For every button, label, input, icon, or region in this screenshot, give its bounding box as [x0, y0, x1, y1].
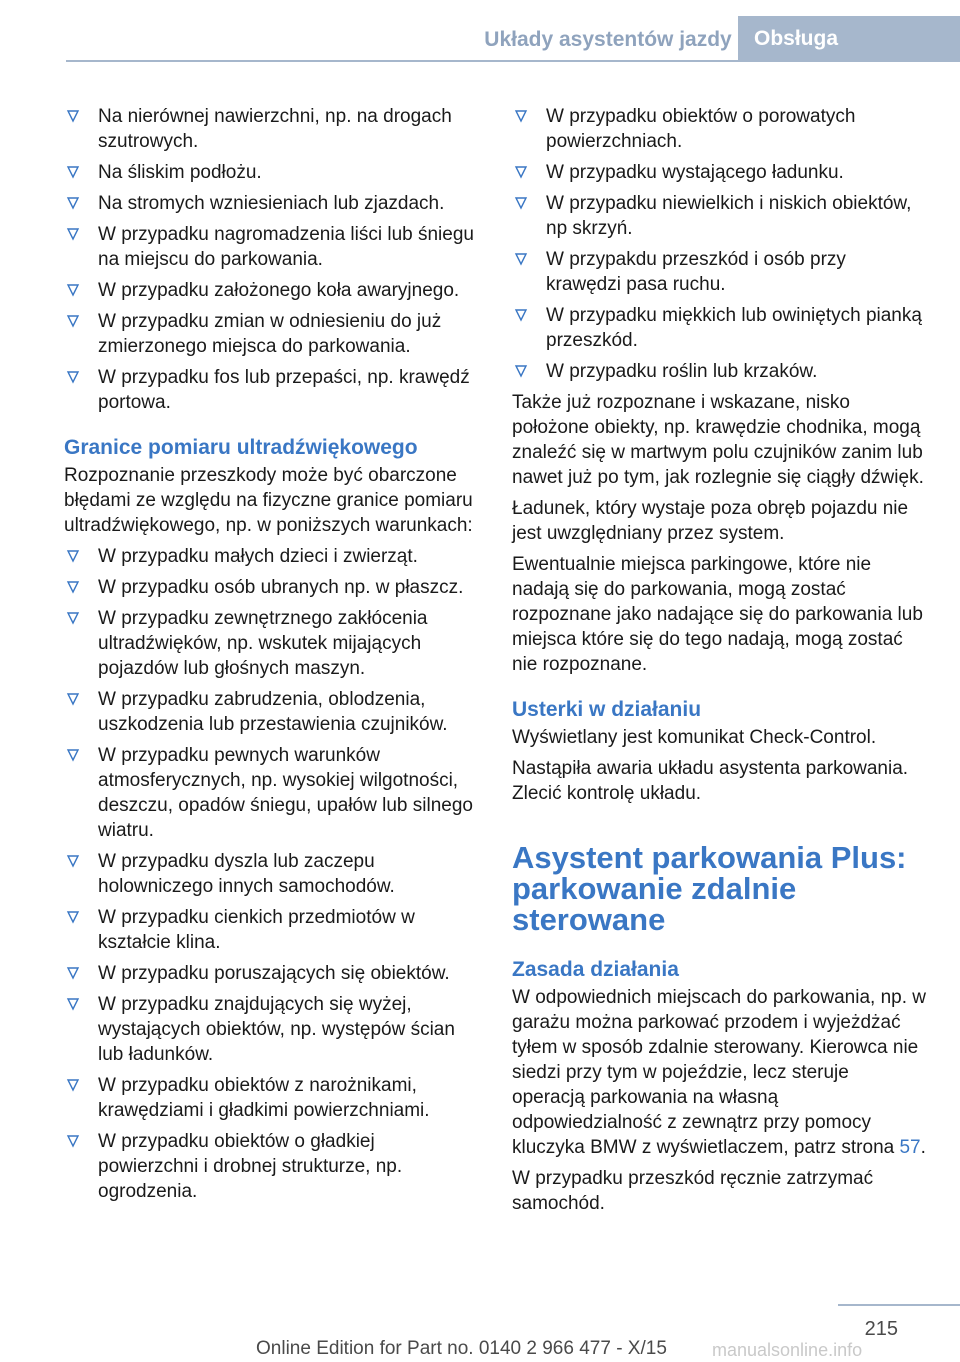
triangle-bullet-icon [66, 546, 80, 564]
bullet-list-objects [512, 104, 926, 384]
list-item [64, 365, 478, 415]
list-item [64, 160, 478, 185]
list-item [64, 222, 478, 272]
triangle-bullet-icon [66, 367, 80, 385]
left-column [64, 104, 478, 1210]
list-item-text: W przypadku cienkich przedmiotów w kształcie klina. [98, 907, 415, 953]
list-item-text: W przypadku obiektów o gładkiej powierzchni i drobnej strukturze, np. ogrodzenia. [98, 1131, 403, 1202]
triangle-bullet-icon [66, 994, 80, 1012]
triangle-bullet-icon [66, 1131, 80, 1149]
triangle-bullet-icon [66, 907, 80, 925]
list-item [512, 104, 926, 154]
list-item [64, 743, 478, 843]
triangle-bullet-icon [66, 745, 80, 763]
list-item [64, 278, 478, 303]
paragraph-principle [512, 985, 926, 1160]
triangle-bullet-icon [66, 106, 80, 124]
triangle-bullet-icon [66, 608, 80, 626]
list-item [64, 309, 478, 359]
paragraph-intro: Rozpoznanie przeszkody może być obarczone błędami ze względu na fizyczne granice pomiaru ultradźwiękowego, np. w poniższych warunkach: [64, 465, 473, 536]
list-item [512, 160, 926, 185]
list-item-text: Na stromych wzniesieniach lub zjazdach. [98, 193, 445, 214]
heading-line: parkowanie zdalnie [512, 871, 797, 906]
list-item-text: W przypadku wystającego ładunku. [546, 162, 844, 183]
section-heading-principle: Zasada działania [512, 958, 679, 981]
bullet-list-ultrasonic [64, 544, 478, 1204]
list-item [64, 1073, 478, 1123]
triangle-bullet-icon [514, 361, 528, 379]
list-item-text: W przypadku małych dzieci i zwierząt. [98, 546, 418, 567]
triangle-bullet-icon [66, 224, 80, 242]
watermark: manualsonline.info [712, 1340, 863, 1360]
triangle-bullet-icon [514, 193, 528, 211]
list-item-text: W przypadku fos lub przepaści, np. krawędź portowa. [98, 367, 470, 413]
section-heading-malfunction: Usterki w działaniu [512, 698, 702, 721]
list-item [64, 849, 478, 899]
list-item-text: W przypadku założonego koła awaryjnego. [98, 280, 460, 301]
paragraph-text: W odpowiednich miejscach do parkowania, np. w garażu można parkować przodem i wyjeżdżać tyłem w sposób zdalnie sterowany. Kierowca nie siedzi przy tym w pojeździe, lecz steruje operacją parkowania na własną odpowiedzialność z zewnątrz przy pomocy kluczyka BMW z wyświetlaczem, patrz strona [512, 987, 926, 1158]
chapter-heading-remote-parking [512, 842, 926, 935]
list-item [64, 992, 478, 1067]
triangle-bullet-icon [66, 963, 80, 981]
bullet-list-conditions [64, 104, 478, 415]
list-item-text: W przypadku pewnych warunków atmosferycznych, np. wysokiej wilgotności, deszczu, opadów śniegu, upałów lub silnego wiatru. [98, 745, 473, 841]
page-header [0, 0, 960, 62]
list-item-text: W przypadku obiektów o porowatych powierzchniach. [546, 106, 856, 152]
paragraph-dead-zone: Także już rozpoznane i wskazane, nisko położone obiekty, np. krawędzie chodnika, mogą znaleźć się w martwym polu czujników zanim lub nawet już po tym, jak rozlegnie się ciągły dźwięk. [512, 392, 924, 488]
triangle-bullet-icon [66, 162, 80, 180]
list-item [64, 687, 478, 737]
triangle-bullet-icon [66, 577, 80, 595]
footer-rule [838, 1304, 960, 1306]
list-item-text: W przypadku miękkich lub owiniętych pianką przeszkód. [546, 305, 922, 351]
list-item [64, 1129, 478, 1204]
list-item-text: W przypadku zewnętrznego zakłócenia ultradźwięków, np. wskutek mijających pojazdów lub głośnych maszyn. [98, 608, 428, 679]
paragraph-load: Ładunek, który wystaje poza obręb pojazdu nie jest uwzględniany przez system. [512, 498, 909, 544]
chapter-tab: Obsługa [738, 16, 960, 62]
triangle-bullet-icon [514, 249, 528, 267]
list-item-text: W przypadku niewielkich i niskich obiektów, np skrzyń. [546, 193, 912, 239]
list-item-text: Na nierównej nawierzchni, np. na drogach szutrowych. [98, 106, 452, 152]
section-title: Układy asystentów jazdy [484, 28, 732, 51]
list-item [512, 191, 926, 241]
list-item-text: W przypadku znajdujących się wyżej, wystających obiektów, np. występów ścian lub ładunków. [98, 994, 455, 1065]
triangle-bullet-icon [66, 193, 80, 211]
list-item-text: W przypadku zabrudzenia, oblodzenia, uszkodzenia lub przestawienia czujników. [98, 689, 448, 735]
paragraph-end: . [920, 1137, 926, 1158]
triangle-bullet-icon [66, 311, 80, 329]
list-item [512, 303, 926, 353]
list-item-text: W przypadku osób ubranych np. w płaszcz. [98, 577, 464, 598]
triangle-bullet-icon [66, 851, 80, 869]
triangle-bullet-icon [66, 280, 80, 298]
paragraph-check-control: Wyświetlany jest komunikat Check-Control. [512, 727, 877, 748]
list-item-text: Na śliskim podłożu. [98, 162, 262, 183]
triangle-bullet-icon [514, 106, 528, 124]
list-item-text: W przypadku roślin lub krzaków. [546, 361, 818, 382]
triangle-bullet-icon [514, 305, 528, 323]
heading-line: Asystent parkowania Plus: [512, 840, 907, 875]
list-item [512, 247, 926, 297]
section-heading-ultrasonic-limits: Granice pomiaru ultradźwiękowego [64, 436, 418, 459]
list-item-text: W przypadku nagromadzenia liści lub śniegu na miejscu do parkowania. [98, 224, 474, 270]
list-item [512, 359, 926, 384]
right-column [512, 104, 926, 1222]
triangle-bullet-icon [66, 689, 80, 707]
heading-line: sterowane [512, 902, 666, 937]
page-reference-link[interactable]: 57 [899, 1137, 921, 1158]
list-item-text: W przypadku obiektów z narożnikami, krawędziami i gładkimi powierzchniami. [98, 1075, 430, 1121]
page-number: 215 [864, 1318, 898, 1340]
list-item [64, 104, 478, 154]
triangle-bullet-icon [514, 162, 528, 180]
header-rule [66, 60, 738, 62]
triangle-bullet-icon [66, 1075, 80, 1093]
list-item [64, 606, 478, 681]
paragraph-parking-spaces: Ewentualnie miejsca parkingowe, które nie nadają się do parkowania, mogą zostać rozpoznane jako nadające się do parkowania lub miejsca które się do tego nadają, mogą zostać nie rozpoznane. [512, 554, 923, 675]
paragraph-failure: Nastąpiła awaria układu asystenta parkowania. Zlecić kontrolę układu. [512, 758, 909, 804]
online-edition-note: Online Edition for Part no. 0140 2 966 477 - X/15 [256, 1338, 667, 1359]
list-item [64, 544, 478, 569]
list-item-text: W przypadku zmian w odniesieniu do już zmierzonego miejsca do parkowania. [98, 311, 442, 357]
list-item [64, 905, 478, 955]
paragraph-obstacles: W przypadku przeszkód ręcznie zatrzymać samochód. [512, 1168, 874, 1214]
list-item-text: W przypadku dyszla lub zaczepu holowniczego innych samochodów. [98, 851, 395, 897]
list-item [64, 191, 478, 216]
list-item-text: W przypakdu przeszkód i osób przy krawędzi pasa ruchu. [546, 249, 846, 295]
list-item-text: W przypadku poruszających się obiektów. [98, 963, 450, 984]
list-item [64, 575, 478, 600]
list-item [64, 961, 478, 986]
